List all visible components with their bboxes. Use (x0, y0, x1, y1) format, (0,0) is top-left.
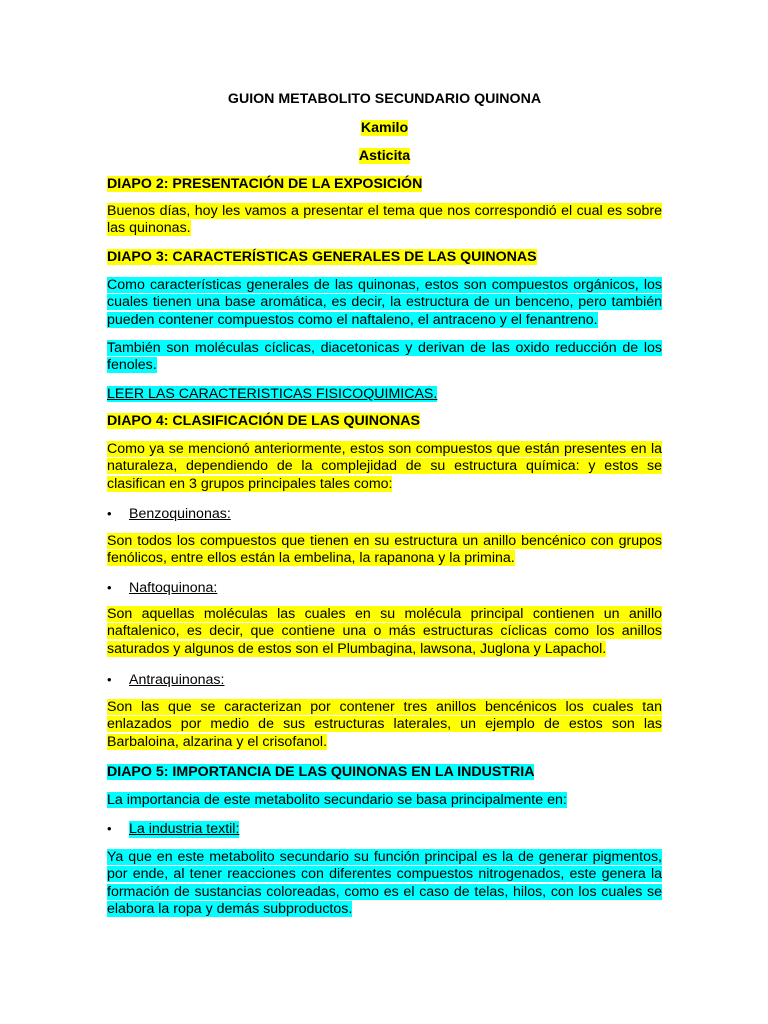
author-line-2 (107, 148, 662, 165)
diapo3-instruction: LEER LAS CARACTERISTICAS FISICOQUIMICAS. (107, 386, 438, 402)
list-item-naftoquinona (107, 579, 662, 597)
diapo3-heading: DIAPO 3: CARACTERÍSTICAS GENERALES DE LAS QUINONAS (107, 249, 537, 265)
author-name: Asticita (358, 148, 411, 164)
list-item-antraquinonas (107, 671, 662, 689)
title-text: GUION METABOLITO SECUNDARIO QUINONA (227, 91, 542, 107)
diapo5-heading: DIAPO 5: IMPORTANCIA DE LAS QUINONAS EN LA INDUSTRIA (107, 764, 535, 780)
list-item-label: Naftoquinona: (129, 580, 218, 596)
diapo4-heading: DIAPO 4: CLASIFICACIÓN DE LAS QUINONAS (107, 413, 420, 429)
diapo3-paragraph-1: Como características generales de las quinonas, estos son compuestos orgánicos, los cuales tienen una base aromática, es decir, la estructura de un benceno, pero también pueden contener compuestos como el naftaleno, el antraceno y el fenantreno. (107, 277, 662, 328)
antraquinonas-paragraph: Son las que se caracterizan por contener tres anillos bencénicos los cuales tan enlazados por medio de sus estructuras laterales, un ejemplo de estos son las Barbaloina, alzarina y el crisofanol. (107, 699, 662, 750)
bullet-icon: • (107, 672, 112, 687)
bullet-icon: • (107, 821, 112, 836)
industria-textil-paragraph: Ya que en este metabolito secundario su función principal es la de generar pigmentos, por ende, al tener reacciones con diferentes compuestos nitrogenados, este genera la formación de sustancias coloreadas, como es el caso de telas, hilos, con los cuales se elabora la ropa y demás subproductos. (107, 849, 662, 918)
diapo4-intro: Como ya se mencionó anteriormente, estos son compuestos que están presentes en la naturaleza, dependiendo de la complejidad de su estructura química: y estos se clasifican en 3 grupos principales tales como: (107, 441, 662, 492)
diapo2-heading: DIAPO 2: PRESENTACIÓN DE LA EXPOSICIÓN (107, 176, 423, 192)
list-item-industria-textil (107, 820, 662, 838)
list-item-benzoquinonas (107, 505, 662, 523)
list-item-label: La industria textil: (129, 821, 240, 837)
list-item-label: Antraquinonas: (129, 672, 225, 688)
document-title (107, 91, 662, 108)
author-line-1 (107, 120, 662, 137)
diapo5-intro: La importancia de este metabolito secundario se basa principalmente en: (107, 792, 567, 808)
diapo3-paragraph-2: También son moléculas cíclicas, diacetonicas y derivan de las oxido reducción de los fenoles. (107, 340, 662, 374)
benzoquinonas-paragraph: Son todos los compuestos que tienen en su estructura un anillo bencénico con grupos fenólicos, entre ellos están la embelina, la rapanona y la primina. (107, 533, 662, 567)
naftoquinona-paragraph: Son aquellas moléculas las cuales en su molécula principal contienen un anillo naftalenico, es decir, que contiene una o más estructuras cíclicas como los anillos saturados y algunos de estos son el Plumbagina, lawsona, Juglona y Lapachol. (107, 606, 662, 657)
list-item-label: Benzoquinonas: (129, 506, 231, 522)
bullet-icon: • (107, 580, 112, 595)
diapo2-paragraph: Buenos días, hoy les vamos a presentar el tema que nos correspondió el cual es sobre las quinonas. (107, 203, 662, 237)
author-name: Kamilo (360, 120, 409, 136)
bullet-icon: • (107, 506, 112, 521)
